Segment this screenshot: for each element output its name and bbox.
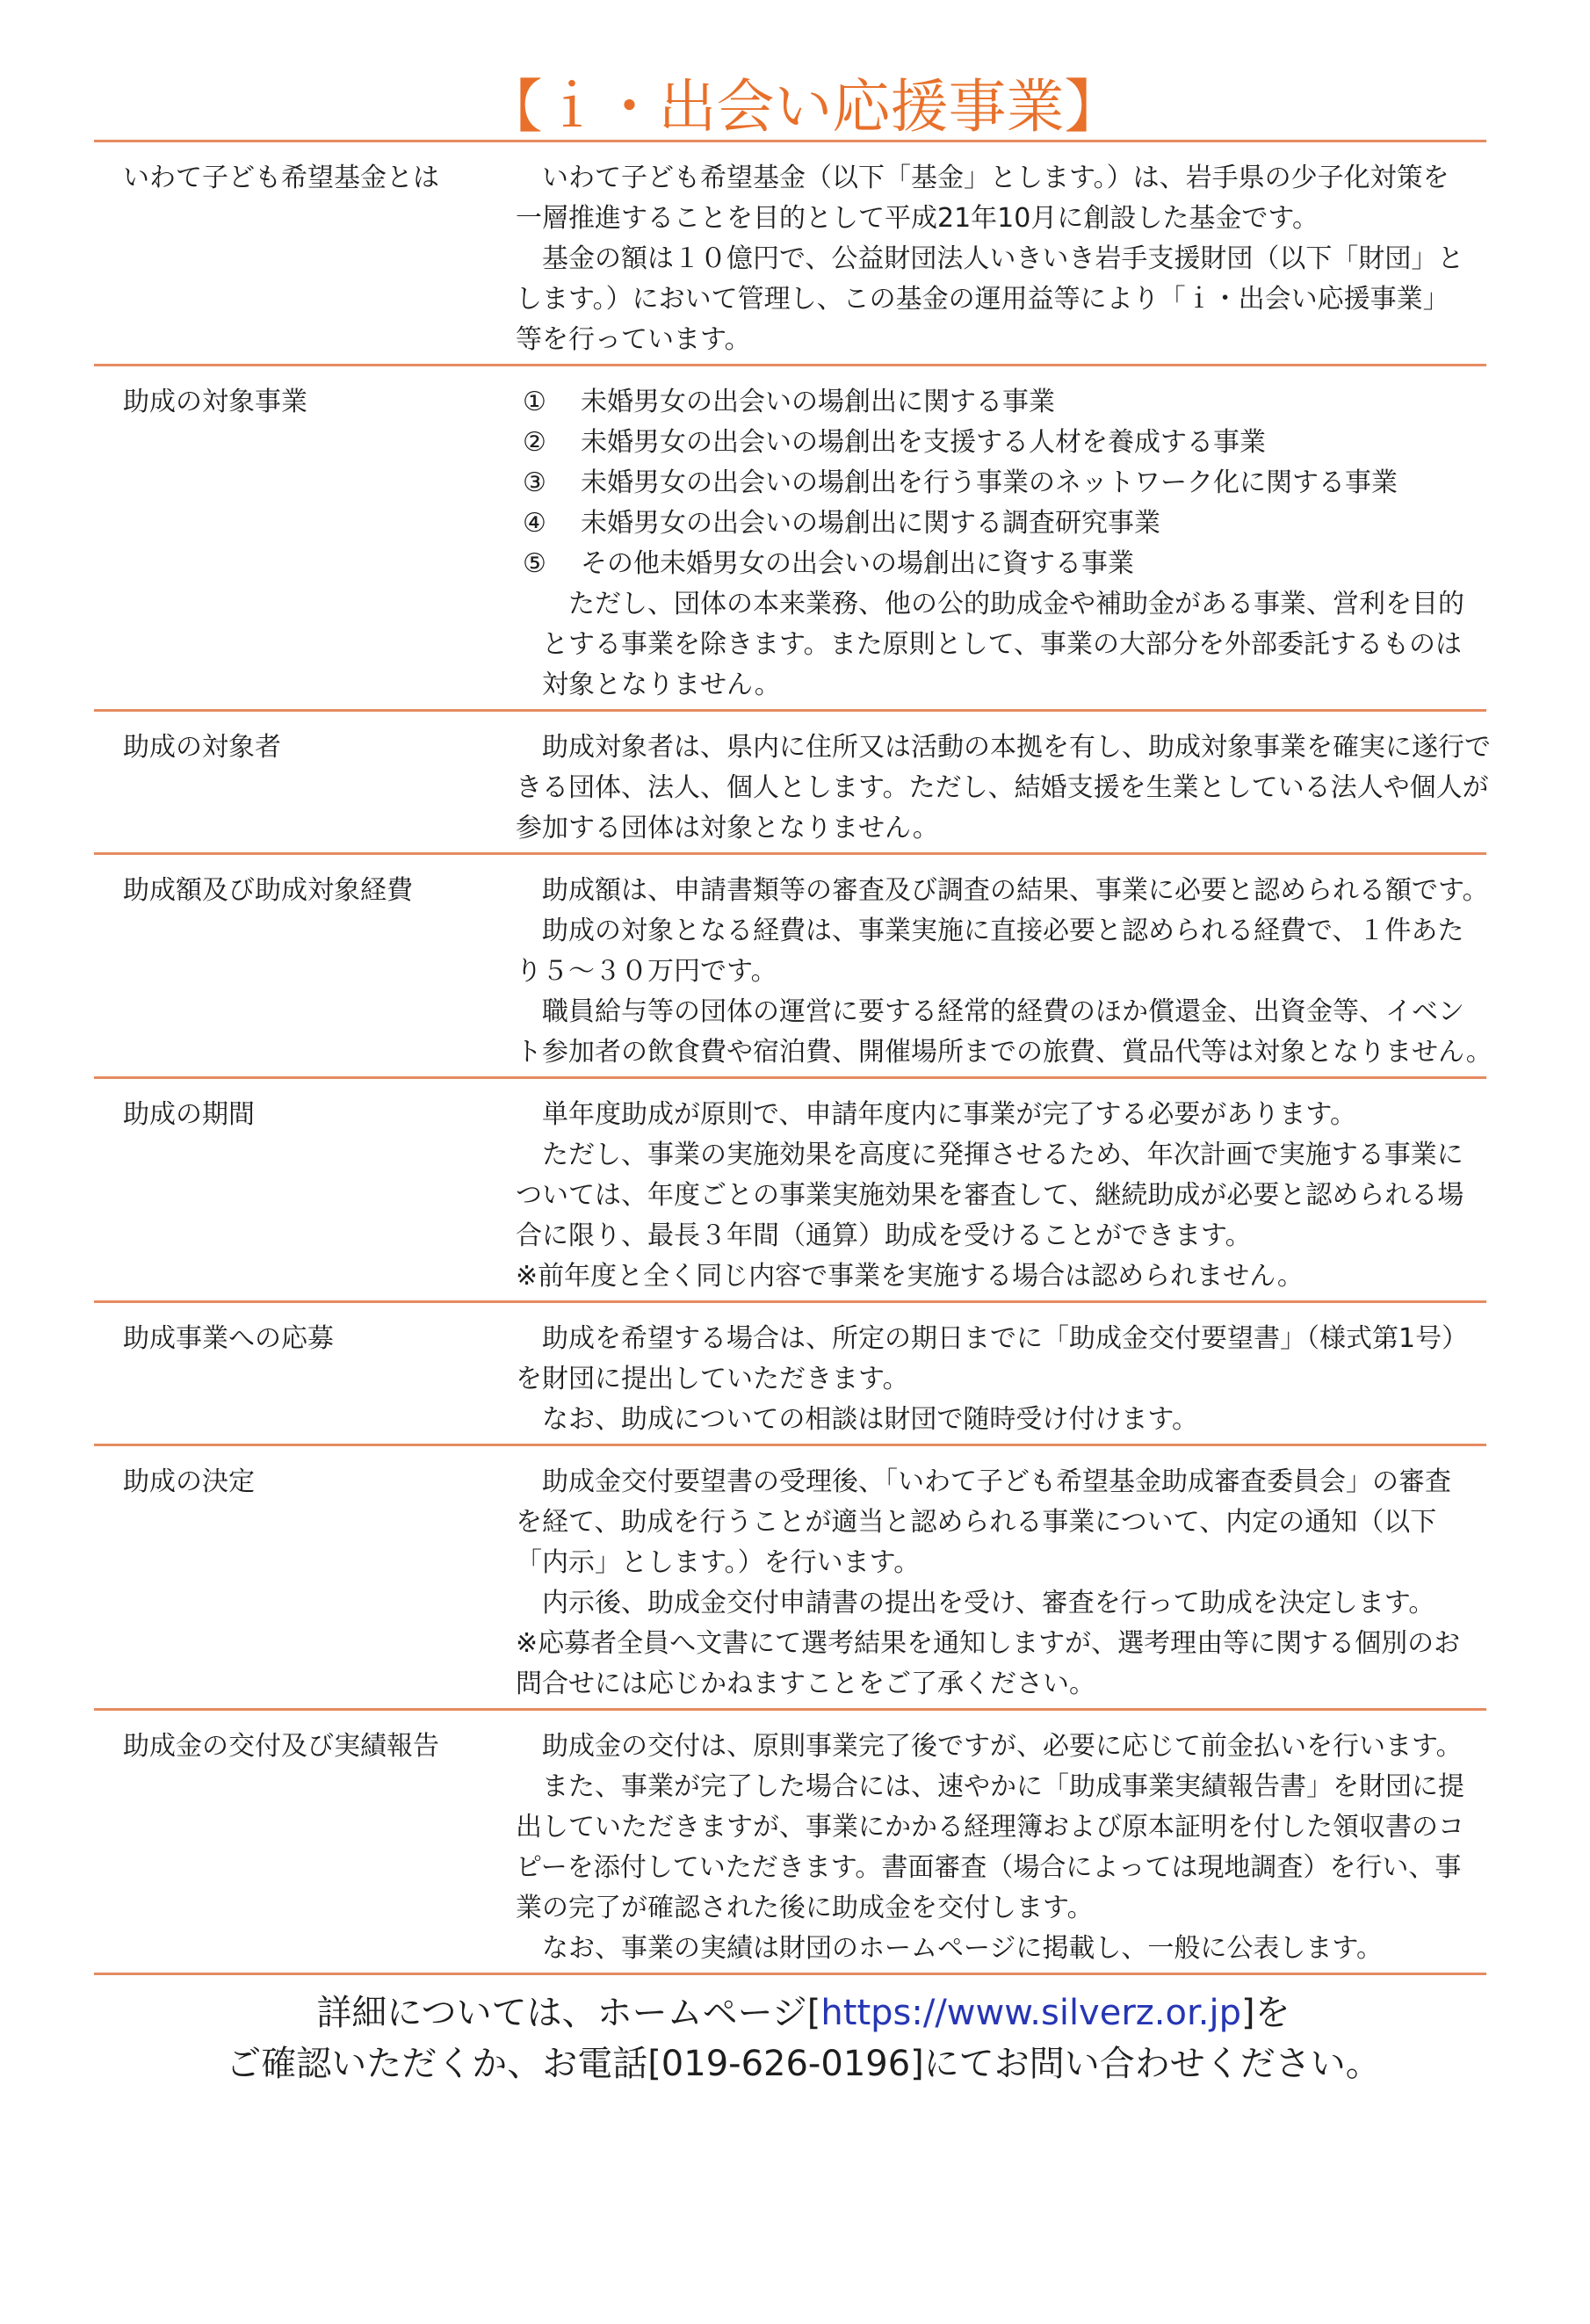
note-line: ただし、団体の本来業務、他の公的助成金や補助金がある事業、営利を目的 (542, 589, 1464, 619)
item-number: ③ (523, 467, 546, 498)
body-line: 等を行っています。 (516, 324, 751, 355)
section-body (516, 1462, 1486, 1705)
section-label: 助成の決定 (123, 1466, 255, 1497)
body-line: 内示後、助成金交付申請書の提出を受け、審査を行って助成を決定します。 (516, 1588, 1435, 1618)
item-number: ② (523, 427, 546, 458)
section-label: 助成の対象事業 (123, 387, 307, 417)
body-line: ただし、事業の実施効果を高度に発揮させるため、年次計画で実施する事業に (516, 1140, 1464, 1170)
section-label: 助成金の交付及び実績報告 (123, 1731, 439, 1762)
eligible-project-item (516, 423, 1486, 463)
section-payment-and-report (94, 1711, 1486, 1975)
item-text: 未婚男女の出会いの場創出を行う事業のネットワーク化に関する事業 (581, 467, 1398, 498)
item-number: ⑤ (523, 548, 546, 579)
body-line: 助成金の交付は、原則事業完了後ですが、必要に応じて前金払いを行います。 (516, 1731, 1463, 1762)
body-line: 基金の額は１０億円で、公益財団法人いきいき岩手支援財団（以下「財団」と (516, 243, 1464, 274)
contact-footer (94, 1987, 1486, 2089)
body-line: ト参加者の飲食費や宿泊費、開催場所までの旅費、賞品代等は対象となりません。 (516, 1037, 1492, 1068)
body-line: 問合せには応じかねますことをご了承ください。 (516, 1669, 1095, 1699)
section-fund-overview (94, 142, 1486, 366)
eligible-project-item (516, 463, 1486, 503)
section-grant-decision (94, 1446, 1486, 1711)
body-line: いわて子ども希望基金（以下「基金」とします。）は、岩手県の少子化対策を (516, 163, 1449, 193)
section-label: 助成の対象者 (123, 732, 281, 763)
footer-text-before-url: 詳細については、ホームページ[ (316, 1993, 821, 2033)
item-text: 未婚男女の出会いの場創出を支援する人材を養成する事業 (581, 427, 1266, 458)
body-line: 助成対象者は、県内に住所又は活動の本拠を有し、助成対象事業を確実に遂行で (516, 732, 1491, 763)
eligibility-note (516, 584, 1486, 706)
body-line: 単年度助成が原則で、申請年度内に事業が完了する必要があります。 (516, 1099, 1356, 1130)
homepage-url-link[interactable]: https://www.silverz.or.jp (820, 1993, 1241, 2033)
footer-text-after-url: ]を (1240, 1993, 1290, 2033)
eligible-project-item (516, 544, 1486, 584)
section-eligible-applicants (94, 712, 1491, 855)
body-line: ※応募者全員へ文書にて選考結果を通知しますが、選考理由等に関する個別のお (516, 1628, 1461, 1659)
body-line: を財団に提出していただきます。 (516, 1364, 909, 1394)
body-line: 助成の対象となる経費は、事業実施に直接必要と認められる経費で、１件あた (516, 916, 1464, 946)
body-line: また、事業が完了した場合には、速やかに「助成事業実績報告書」を財団に提 (516, 1771, 1464, 1802)
body-line: ついては、年度ごとの事業実施効果を審査して、継続助成が必要と認められる場 (516, 1180, 1464, 1211)
footer-line-1 (120, 1987, 1486, 2038)
item-text: 未婚男女の出会いの場創出に関する事業 (581, 387, 1055, 417)
section-label: 助成事業への応募 (123, 1323, 334, 1354)
body-line: きる団体、法人、個人とします。ただし、結婚支援を生業としている法人や個人が (516, 772, 1489, 803)
body-line: 「内示」とします。）を行います。 (516, 1547, 921, 1578)
section-label: 助成額及び助成対象経費 (123, 875, 413, 906)
body-line: なお、助成についての相談は財団で随時受け付けます。 (516, 1404, 1198, 1435)
note-line: 対象となりません。 (542, 670, 781, 700)
section-label: いわて子ども希望基金とは (123, 163, 439, 193)
body-line: 職員給与等の団体の運営に要する経常的経費のほか償還金、出資金等、イベン (516, 996, 1464, 1027)
item-text: 未婚男女の出会いの場創出に関する調査研究事業 (581, 508, 1160, 539)
eligible-project-item (516, 503, 1486, 544)
body-line: 助成金交付要望書の受理後、「いわて子ども希望基金助成審査委員会」の審査 (516, 1466, 1451, 1497)
item-number: ① (523, 387, 546, 417)
body-line: り５～３０万円です。 (516, 956, 777, 987)
section-body (516, 158, 1486, 360)
note-line: とする事業を除きます。また原則として、事業の大部分を外部委託するものは (542, 629, 1462, 660)
body-line: 業の完了が確認された後に助成金を交付します。 (516, 1893, 1094, 1923)
body-line: 出していただきますが、事業にかかる経理簿および原本証明を付した領収書のコ (516, 1812, 1464, 1843)
body-line: ピーを添付していただきます。書面審査（場合によっては現地調査）を行い、事 (516, 1852, 1462, 1883)
section-body (516, 728, 1491, 849)
section-body (516, 382, 1486, 706)
body-line: 参加する団体は対象となりません。 (516, 813, 939, 843)
body-line: を経て、助成を行うことが適当と認められる事業について、内定の通知（以下 (516, 1507, 1437, 1538)
section-body (516, 1727, 1486, 1969)
section-application (94, 1303, 1486, 1446)
section-grant-period (94, 1079, 1486, 1303)
body-line: します。）において管理し、この基金の運用益等により「ｉ・出会い応援事業」 (516, 284, 1449, 315)
body-line: 合に限り、最長３年間（通算）助成を受けることができます。 (516, 1220, 1252, 1251)
section-body (516, 1095, 1486, 1297)
body-line: 一層推進することを目的として平成21年10月に創設した基金です。 (516, 203, 1319, 234)
body-line: ※前年度と全く同じ内容で事業を実施する場合は認められません。 (516, 1261, 1304, 1292)
document-page (94, 73, 1492, 2089)
page-title: 【ｉ・出会い応援事業】 (94, 75, 1486, 142)
eligible-project-item (516, 382, 1486, 423)
footer-line-2: ご確認いただくか、お電話[019-626-0196]にてお問い合わせください。 (226, 2044, 1381, 2084)
body-line: 助成を希望する場合は、所定の期日までに「助成金交付要望書」（様式第1号） (516, 1323, 1469, 1354)
body-line: なお、事業の実績は財団のホームページに掲載し、一般に公表します。 (516, 1933, 1383, 1964)
section-body (516, 871, 1492, 1073)
section-body (516, 1319, 1486, 1440)
body-line: 助成額は、申請書類等の審査及び調査の結果、事業に必要と認められる額です。 (516, 875, 1489, 906)
item-number: ④ (523, 508, 546, 539)
section-label: 助成の期間 (123, 1099, 255, 1130)
section-grant-amount-and-expenses (94, 855, 1492, 1079)
item-text: その他未婚男女の出会いの場創出に資する事業 (581, 548, 1134, 579)
section-eligible-projects (94, 366, 1486, 712)
